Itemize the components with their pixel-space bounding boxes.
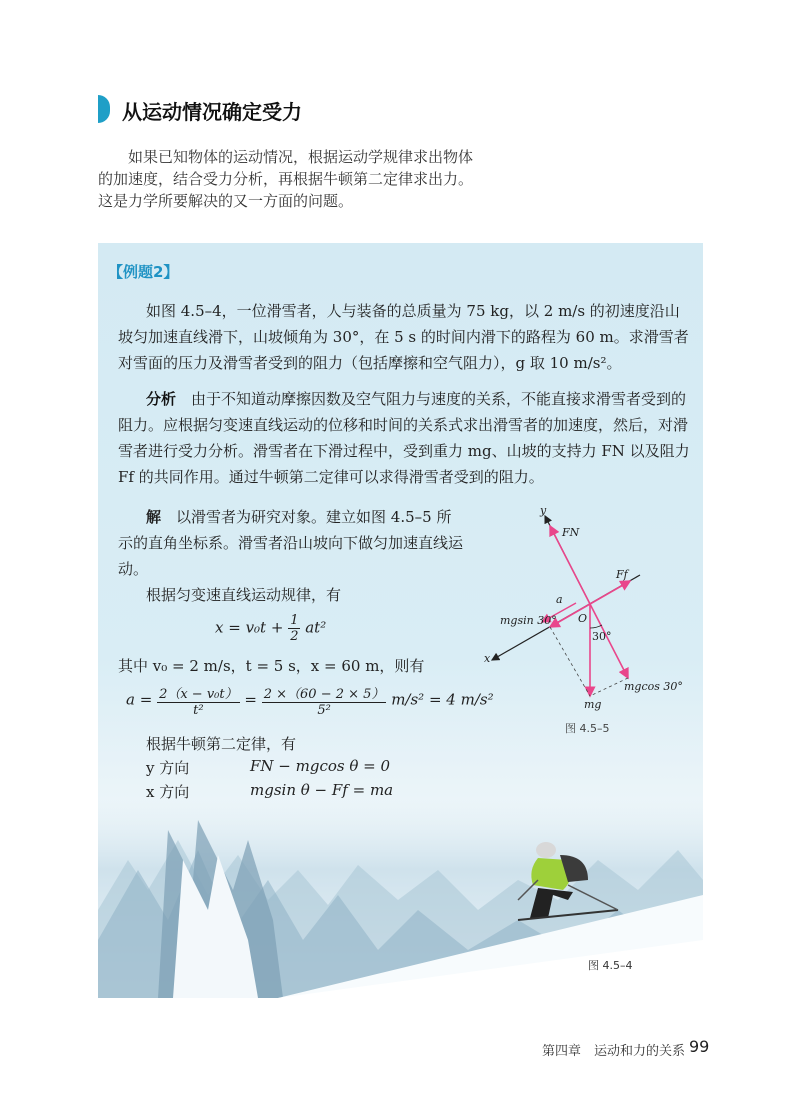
given-values: 其中 v₀ = 2 m/s，t = 5 s，x = 60 m，则有 [118, 657, 425, 675]
eq-part: a = [126, 690, 158, 709]
mgsin-label: mgsin 30° [500, 614, 557, 627]
direction-label: y 方向 [146, 759, 190, 777]
y-axis-label: y [540, 504, 547, 517]
chapter-footer: 第四章 运动和力的关系 [542, 1044, 686, 1059]
angle-label: 30° [592, 630, 612, 643]
y-equation: FN − mgcos θ = 0 [250, 757, 391, 775]
mg-label: mg [584, 698, 602, 711]
section-marker [98, 95, 110, 123]
analysis-paragraph [118, 386, 693, 490]
direction-label: x 方向 [146, 783, 190, 801]
x-equation: mgsin θ − Ff = ma [250, 781, 394, 799]
acceleration-equation [126, 683, 494, 718]
fraction-num: 2 ×（60 − 2 × 5） [262, 683, 387, 703]
eq-part: = [239, 690, 262, 709]
eq-part: m/s² = 4 m/s² [386, 690, 494, 709]
solution-text: 以滑雪者为研究对象。建立如图 4.5–5 所示的直角坐标系。滑雪者沿山坡向下做匀加速直线运动。 [118, 508, 464, 578]
intro-line: 的加速度，结合受力分析，再根据牛顿第二定律求出力。 [98, 170, 474, 188]
page-number: 99 [689, 1037, 710, 1056]
problem-text: 如图 4.5–4，一位滑雪者，人与装备的总质量为 75 kg，以 2 m/s 的初速度沿山坡匀加速直线滑下，山坡倾角为 30°，在 5 s 的时间内滑下的路程为 60 m。求滑雪者对雪面的压力及滑雪者受到的阻力（包括摩擦和空气阻力），g 取 10 m/s²。 [118, 302, 689, 372]
fraction-num: 1 [290, 613, 299, 628]
solution-paragraph [118, 504, 463, 608]
fraction-den: t² [193, 703, 204, 718]
force-diagram [480, 500, 700, 715]
eq-part: at² [300, 618, 327, 637]
intro-line: 如果已知物体的运动情况，根据运动学规律求出物体 [128, 148, 474, 166]
solution-line: 根据匀变速直线运动规律，有 [146, 586, 342, 604]
fraction [157, 683, 240, 718]
newton-law-line: 根据牛顿第二定律，有 [146, 735, 297, 753]
x-axis-label: x [484, 652, 491, 665]
fraction-den: 5² [317, 703, 331, 718]
analysis-text: 由于不知道动摩擦因数及空气阻力与速度的关系，不能直接求滑雪者受到的阻力。应根据匀变速直线运动的位移和时间的关系式求出滑雪者的加速度，然后，对滑雪者进行受力分析。滑雪者在下滑过程中，受到重力 mg、山坡的支持力 FN 以及阻力 Ff 的共同作用。通过牛顿第二定律可以求得滑雪者受到的阻力。 [118, 390, 690, 486]
fn-label: FN [562, 526, 580, 539]
analysis-label: 分析 [146, 390, 177, 408]
x-direction-row [146, 781, 394, 802]
section-title: 从运动情况确定受力 [122, 100, 302, 124]
eq-part: x = v₀t + [215, 618, 289, 637]
photo-caption: 图 4.5–4 [588, 959, 633, 972]
a-label: a [556, 593, 563, 606]
displacement-equation [215, 613, 326, 644]
intro-line: 这是力学所要解决的又一方面的问题。 [98, 192, 354, 210]
intro-paragraph [98, 146, 528, 212]
ff-label: Ff [616, 568, 628, 581]
origin-label: O [578, 612, 588, 625]
fraction-half [288, 613, 300, 644]
solution-label: 解 [146, 508, 162, 526]
diagram-caption: 图 4.5–5 [565, 722, 610, 735]
fraction-num: 2（x − v₀t） [157, 683, 240, 703]
y-direction-row [146, 757, 391, 778]
mgcos-label: mgcos 30° [624, 680, 683, 693]
friction-force-arrow [590, 581, 630, 604]
fraction [262, 683, 387, 718]
fraction-den: 2 [290, 629, 299, 644]
example-label: 【例题2】 [108, 263, 179, 281]
